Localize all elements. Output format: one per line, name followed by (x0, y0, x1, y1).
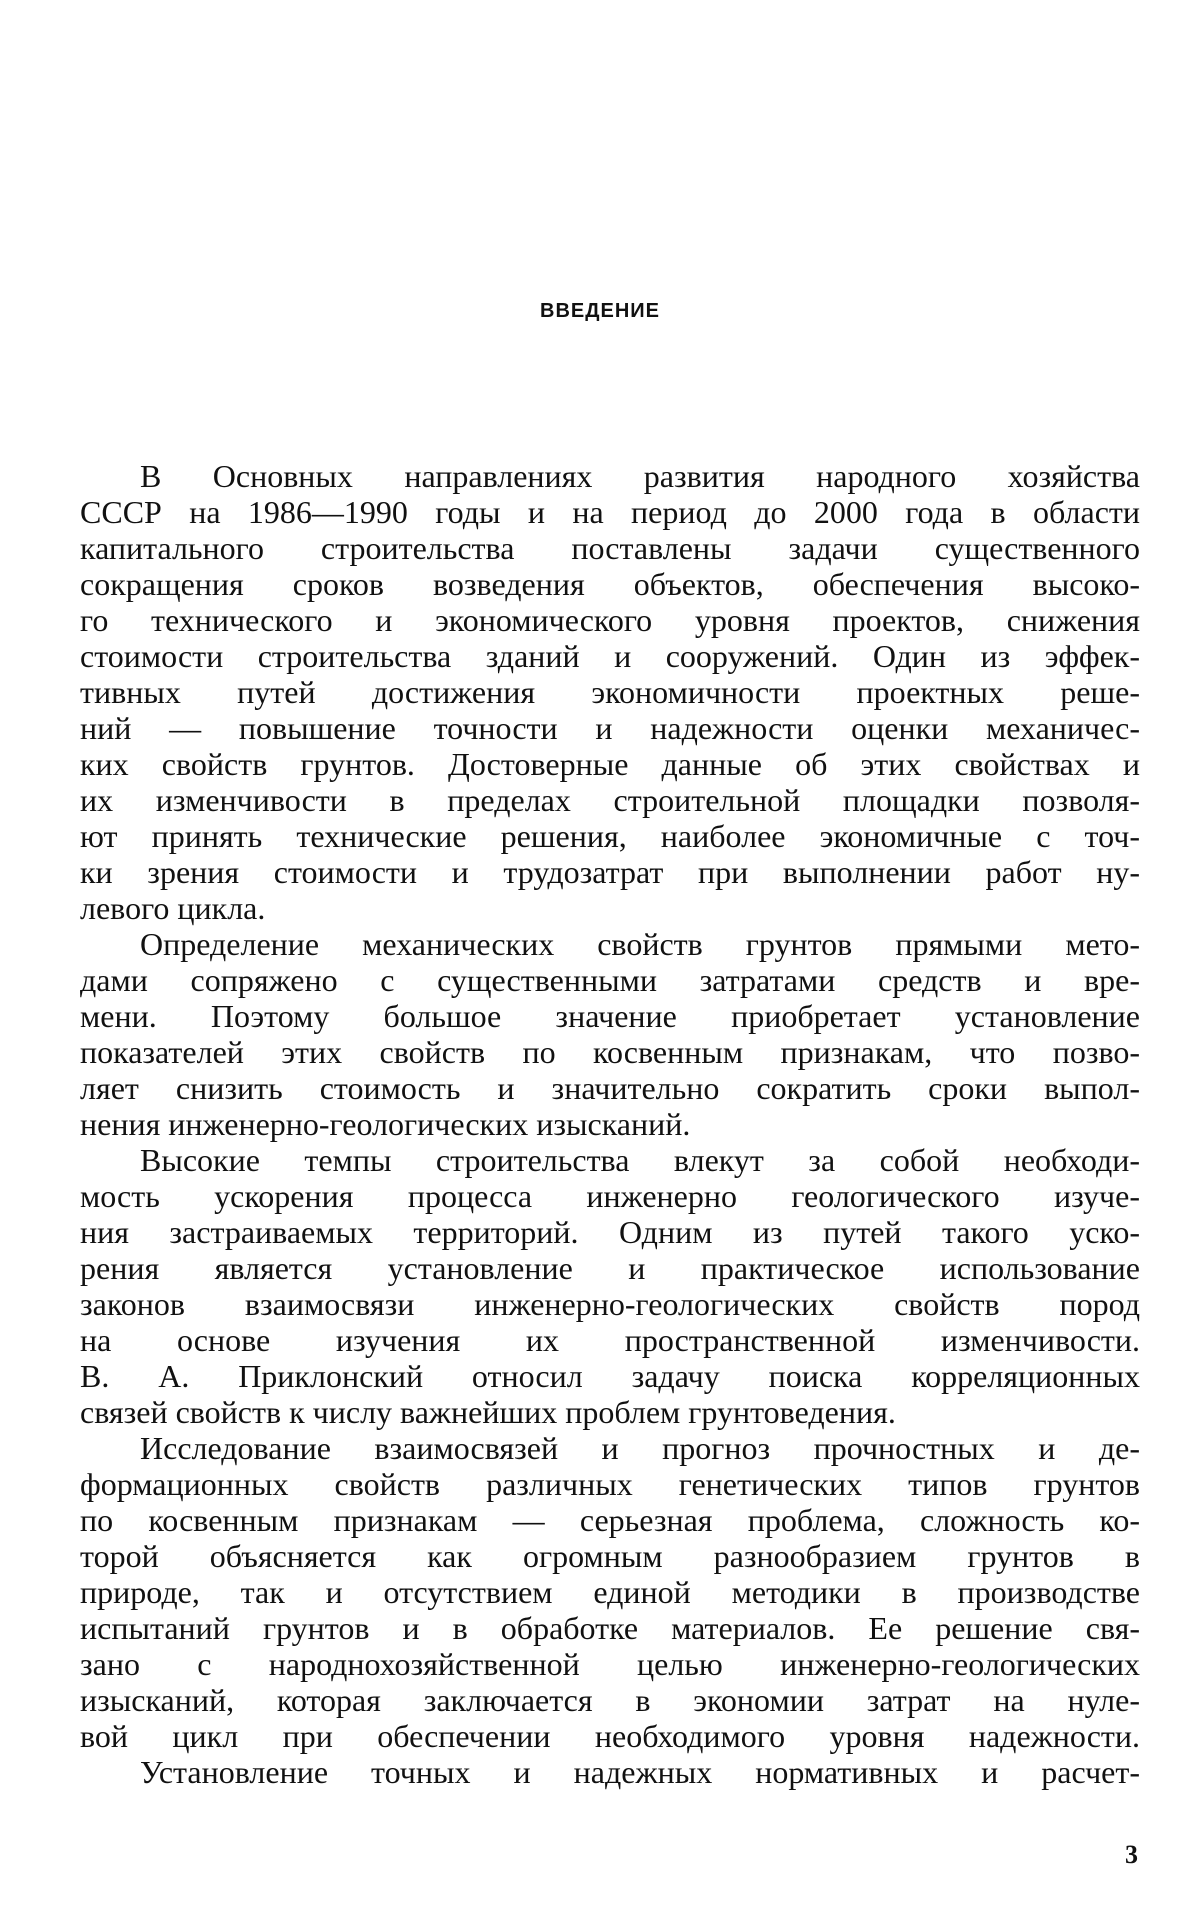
text-line: испытаний грунтов и в обработке материалов. Ее решение свя- (80, 1610, 1140, 1646)
text-line: торой объясняется как огромным разнообразием грунтов в (80, 1538, 1140, 1574)
text-line: тивных путей достижения экономичности проектных реше- (80, 674, 1140, 710)
text-line: ляет снизить стоимость и значительно сократить сроки выпол- (80, 1070, 1140, 1106)
text-line: дами сопряжено с существенными затратами средств и вре- (80, 962, 1140, 998)
text-line: Установление точных и надежных нормативных и расчет- (140, 1754, 1140, 1790)
text-line: нения инженерно-геологических изысканий. (80, 1106, 691, 1142)
text-line: ких свойств грунтов. Достоверные данные об этих свойствах и (80, 746, 1140, 782)
text-line: сокращения сроков возведения объектов, обеспечения высоко- (80, 566, 1140, 602)
text-line: формационных свойств различных генетических типов грунтов (80, 1466, 1140, 1502)
text-line: Высокие темпы строительства влекут за собой необходи- (140, 1142, 1140, 1178)
text-line: по косвенным признакам — серьезная проблема, сложность ко- (80, 1502, 1140, 1538)
page-number: 3 (1125, 1840, 1138, 1869)
text-line: природе, так и отсутствием единой методики в производстве (80, 1574, 1140, 1610)
text-line: Исследование взаимосвязей и прогноз прочностных и де- (140, 1430, 1140, 1466)
text-line: показателей этих свойств по косвенным признакам, что позво- (80, 1034, 1140, 1070)
text-line: изысканий, которая заключается в экономии затрат на нуле- (80, 1682, 1140, 1718)
body-text (80, 458, 1140, 1790)
text-line: ний — повышение точности и надежности оценки механичес- (80, 710, 1140, 746)
text-line: их изменчивости в пределах строительной площадки позволя- (80, 782, 1140, 818)
text-line: мость ускорения процесса инженерно геологического изуче- (80, 1178, 1140, 1214)
text-line: законов взаимосвязи инженерно-геологических свойств пород (80, 1286, 1140, 1322)
text-line: стоимости строительства зданий и сооружений. Один из эффек- (80, 638, 1140, 674)
text-line: Определение механических свойств грунтов прямыми мето- (140, 926, 1140, 962)
text-line: связей свойств к числу важнейших проблем грунтоведения. (80, 1394, 896, 1430)
text-line: ют принять технические решения, наиболее экономичные с точ- (80, 818, 1140, 854)
text-line: капитального строительства поставлены задачи существенного (80, 530, 1140, 566)
text-line: левого цикла. (80, 890, 266, 926)
section-heading: ВВЕДЕНИЕ (540, 300, 660, 322)
text-line: ния застраиваемых территорий. Одним из путей такого уско- (80, 1214, 1140, 1250)
text-line: зано с народнохозяйственной целью инженерно-геологических (80, 1646, 1140, 1682)
text-line: В. А. Приклонский относил задачу поиска корреляционных (80, 1358, 1140, 1394)
text-line: ки зрения стоимости и трудозатрат при выполнении работ ну- (80, 854, 1140, 890)
text-line: вой цикл при обеспечении необходимого уровня надежности. (80, 1718, 1140, 1754)
text-line: В Основных направлениях развития народного хозяйства (140, 458, 1140, 494)
text-line: на основе изучения их пространственной изменчивости. (80, 1322, 1140, 1358)
text-line: мени. Поэтому большое значение приобретает установление (80, 998, 1140, 1034)
text-line: рения является установление и практическое использование (80, 1250, 1140, 1286)
text-line: СССР на 1986—1990 годы и на период до 2000 года в области (80, 494, 1140, 530)
text-line: го технического и экономического уровня проектов, снижения (80, 602, 1140, 638)
